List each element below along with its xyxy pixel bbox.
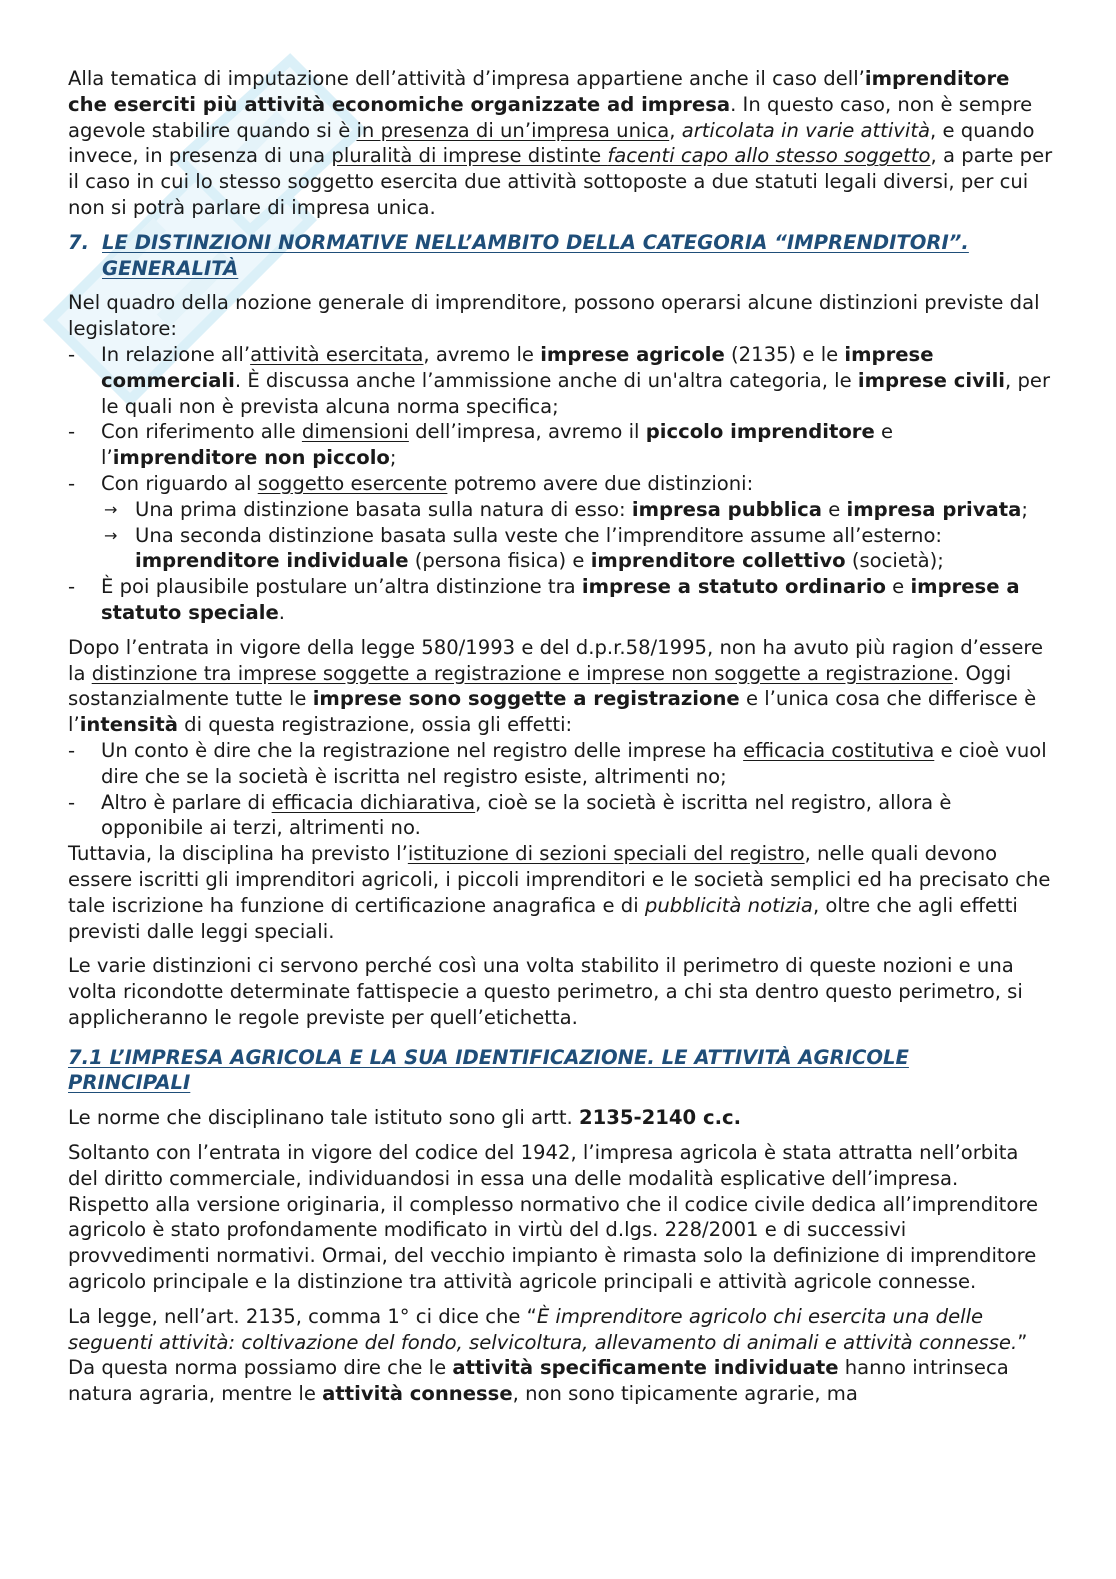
paragraph-art-2135: La legge, nell’art. 2135, comma 1° ci dice che “È imprenditore agricolo chi esercita una delle seguenti attività: coltivazione del fondo, selvicoltura, allevamento di animali e attività connesse.” bbox=[68, 1304, 1028, 1354]
distinzioni-list bbox=[68, 342, 1053, 626]
paragraph-codice-1942: Soltanto con l’entrata in vigore del codice del 1942, l’impresa agricola è stata attratta nell’orbita del diritto commerciale, individuandosi in essa una delle modalità esplicative dell’impresa. bbox=[68, 1141, 1019, 1190]
arrow-icon: → bbox=[104, 525, 118, 545]
paragraph-distinzioni-intro: Nel quadro della nozione generale di imprenditore, possono operarsi alcune distinzioni previste dal legislatore: bbox=[68, 291, 1040, 341]
paragraph-norme: Le norme che disciplinano tale istituto sono gli artt. 2135-2140 c.c. bbox=[68, 1106, 742, 1130]
heading-section-7: 7. LE DISTINZIONI NORMATIVE NELL’AMBITO DELLA CATEGORIA “IMPRENDITORI”. GENERALITÀ bbox=[68, 230, 969, 280]
sub-list-item: → Una prima distinzione basata sulla natura di esso: impresa pubblica e impresa privata; bbox=[104, 497, 1028, 521]
paragraph-sezioni-speciali: Tuttavia, la disciplina ha previsto l’istituzione di sezioni speciali del registro, nelle quali devono essere iscritti gli imprenditori agricoli, i piccoli imprenditori e le società semplici ed ha precisato che tale iscrizione ha funzione di certificazione anagrafica e di pubblicità notizia, oltre che agli effetti previsti dalle leggi speciali. bbox=[68, 842, 1051, 943]
paragraph-versione-originaria: Rispetto alla versione originaria, il complesso normativo che il codice civile dedica all’imprenditore agricolo è stato profondamente modificato in virtù del d.lgs. 228/2001 e di successivi provvedimenti normativi. Ormai, del vecchio impianto è rimasta solo la definizione di imprenditore agricolo principale e la distinzione tra attività agricole principali e attività agricole connesse. bbox=[68, 1192, 1039, 1294]
paragraph-perimetro: Le varie distinzioni ci servono perché così una volta stabilito il perimetro di queste nozioni e una volta ricondotte determinate fattispecie a questo perimetro, a chi sta dentro questo perimetro, si applicheranno le regole previste per quell’etichetta. bbox=[68, 954, 1023, 1029]
list-item: - È poi plausibile postulare un’altra distinzione tra imprese a statuto ordinario e imprese a statuto speciale. bbox=[68, 574, 1053, 626]
efficacia-list bbox=[68, 738, 1053, 841]
arrow-icon: → bbox=[104, 499, 118, 519]
list-item: - Con riferimento alle dimensioni dell’impresa, avremo il piccolo imprenditore e l’imprenditore non piccolo; bbox=[68, 419, 1053, 471]
list-item: - Altro è parlare di efficacia dichiarativa, cioè se la società è iscritta nel registro, allora è opponibile ai terzi, altrimenti no. bbox=[68, 790, 1053, 842]
heading-section-7-1: 7.1 L’IMPRESA AGRICOLA E LA SUA IDENTIFICAZIONE. LE ATTIVITÀ AGRICOLE PRINCIPALI bbox=[68, 1045, 909, 1095]
paragraph-registrazione: Dopo l’entrata in vigore della legge 580/1993 e del d.p.r.58/1995, non ha avuto più ragion d’essere la distinzione tra imprese soggette a registrazione e imprese non soggette a registrazione. Oggi sostanzialmente tutte le imprese sono soggette a registrazione e l’unica cosa che differisce è l’intensità di questa registrazione, ossia gli effetti: bbox=[68, 635, 1044, 737]
sub-list-item: → Una seconda distinzione basata sulla veste che l’imprenditore assume all’esterno: imprenditore individuale (persona fisica) e imprenditore collettivo (società); bbox=[104, 523, 944, 573]
paragraph-impresa-unica: Alla tematica di imputazione dell’attività d’impresa appartiene anche il caso dell’imprenditore che eserciti più attività economiche organizzate ad impresa. In questo caso, non è sempre agevole stabilire quando si è in presenza di un’impresa unica, articolata in varie attività, e quando invece, in presenza di una pluralità di imprese distinte facenti capo allo stesso soggetto, a parte per il caso in cui lo stesso soggetto esercita due attività sottoposte a due statuti legali diversi, per cui non si potrà parlare di impresa unica. bbox=[68, 67, 1053, 219]
list-item: - Un conto è dire che la registrazione nel registro delle imprese ha efficacia costitutiva e cioè vuol dire che se la società è iscritta nel registro esiste, altrimenti no; bbox=[68, 738, 1053, 790]
list-item: - Con riguardo al soggetto esercente potremo avere due distinzioni: → Una prima distinzione basata sulla natura di esso: impresa pubblica e impresa privata; → Una seconda distinzione basata sulla veste che l’imprenditore assume all’esterno: imprenditore individuale (persona fisica) e imprenditore collettivo (società); bbox=[68, 471, 1053, 574]
document-body bbox=[68, 66, 1053, 1407]
list-item: - In relazione all’attività esercitata, avremo le imprese agricole (2135) e le imprese commerciali. È discussa anche l’ammissione anche di un'altra categoria, le imprese civili, per le quali non è prevista alcuna norma specifica; bbox=[68, 342, 1053, 419]
sub-list bbox=[101, 497, 1053, 574]
paragraph-attivita-connesse: Da questa norma possiamo dire che le attività specificamente individuate hanno intrinseca natura agraria, mentre le attività connesse, non sono tipicamente agrarie, ma bbox=[68, 1356, 1009, 1406]
